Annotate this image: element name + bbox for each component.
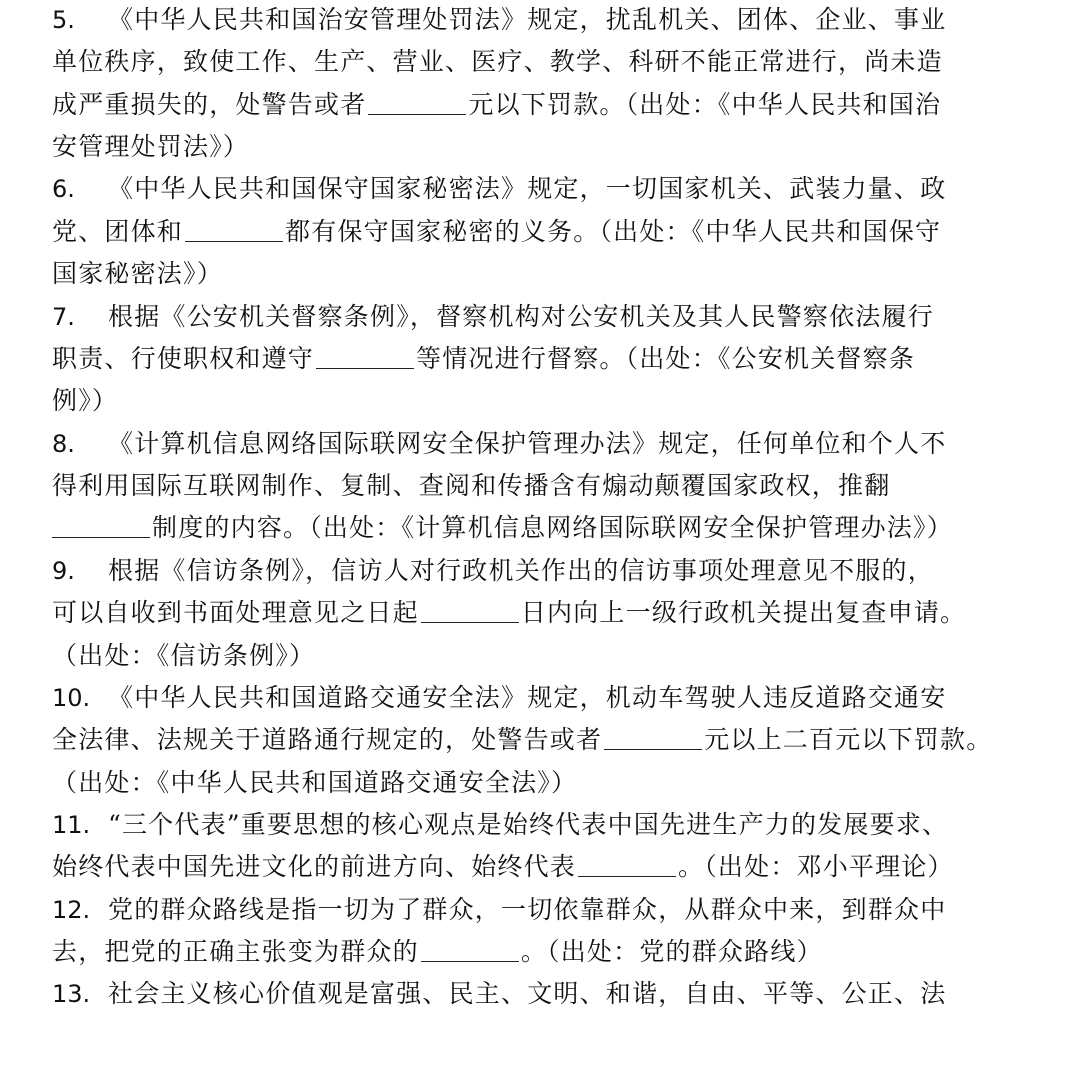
q10-text-3: （出处：《中华人民共和国道路交通安全法》） [52, 768, 578, 797]
q9-line-2 [52, 593, 1072, 633]
q6-text-2a: 党、团体和 [52, 217, 184, 246]
q12-text-1: 党的群众路线是指一切为了群众，一切依靠群众，从群众中来，到群众中 [108, 895, 947, 924]
q6-text-3: 国家秘密法》） [52, 259, 223, 288]
q6-text-2b: 都有保守国家秘密的义务。（出处：《中华人民共和国保守 [285, 217, 942, 246]
q9-text-3: （出处：《信访条例》） [52, 641, 316, 670]
q6-number: 6. [52, 175, 75, 203]
q12-number: 12. [52, 896, 91, 924]
q9-line-3 [52, 636, 1072, 676]
q8-line-2 [52, 466, 1072, 506]
q6-answer-blank[interactable] [185, 217, 283, 242]
q9-line-1 [52, 551, 1072, 591]
q12-text-2b: 。（出处：党的群众路线） [520, 937, 823, 966]
q7-text-2b: 等情况进行督察。（出处：《公安机关督察条 [416, 344, 916, 373]
q10-line-2 [52, 720, 1072, 760]
q7-line-1 [52, 297, 1072, 337]
q10-number: 10. [52, 684, 91, 712]
q13-number: 13. [52, 980, 91, 1008]
q5-line-3 [52, 85, 1072, 125]
q10-text-2a: 全法律、法规关于道路通行规定的，处警告或者 [52, 725, 603, 754]
q13-line-1 [52, 974, 1072, 1014]
q12-answer-blank[interactable] [421, 937, 519, 962]
q6-line-3 [52, 254, 1072, 294]
q11-number: 11. [52, 811, 91, 839]
q9-text-1: 根据《信访条例》，信访人对行政机关作出的信访事项处理意见不服的， [108, 556, 934, 585]
q5-line-1 [52, 0, 1072, 40]
q8-text-2: 得利用国际互联网制作、复制、查阅和传播含有煽动颠覆国家政权，推翻 [52, 471, 891, 500]
q5-text-2: 单位秩序，致使工作、生产、营业、医疗、教学、科研不能正常进行，尚未造 [52, 47, 943, 76]
q12-line-2 [52, 932, 1072, 972]
q11-answer-blank[interactable] [578, 852, 676, 877]
q5-text-1: 《中华人民共和国治安管理处罚法》规定，扰乱机关、团体、企业、事业 [108, 5, 947, 34]
q11-line-1 [52, 805, 1072, 845]
q11-line-2 [52, 847, 1072, 887]
q5-text-3a: 成严重损失的，处警告或者 [52, 90, 367, 119]
q8-line-3 [52, 508, 1072, 548]
q12-text-2a: 去，把党的正确主张变为群众的 [52, 937, 419, 966]
q9-answer-blank[interactable] [421, 598, 519, 623]
q5-answer-blank[interactable] [368, 90, 466, 115]
q8-answer-blank[interactable] [52, 513, 150, 538]
q10-text-2b: 元以上二百元以下罚款。 [704, 725, 993, 754]
q7-text-1: 根据《公安机关督察条例》，督察机构对公安机关及其人民警察依法履行 [108, 302, 934, 331]
q5-line-4 [52, 127, 1072, 167]
q11-text-2b: 。（出处：邓小平理论） [678, 852, 954, 881]
q7-line-3 [52, 381, 1072, 421]
q7-line-2 [52, 339, 1072, 379]
q8-text-1: 《计算机信息网络国际联网安全保护管理办法》规定，任何单位和个人不 [108, 429, 947, 458]
q7-text-3: 例》） [52, 386, 119, 415]
q10-line-1 [52, 678, 1072, 718]
q7-answer-blank[interactable] [316, 344, 414, 369]
q8-number: 8. [52, 430, 75, 458]
q8-line-1 [52, 424, 1072, 464]
q5-line-2 [52, 42, 1072, 82]
q6-text-1: 《中华人民共和国保守国家秘密法》规定，一切国家机关、武装力量、政 [108, 174, 947, 203]
q10-text-1: 《中华人民共和国道路交通安全法》规定，机动车驾驶人违反道路交通安 [108, 683, 947, 712]
q7-number: 7. [52, 303, 75, 331]
q10-line-3 [52, 763, 1072, 803]
q10-answer-blank[interactable] [604, 725, 702, 750]
q6-line-1 [52, 169, 1072, 209]
q9-text-2a: 可以自收到书面处理意见之日起 [52, 598, 419, 627]
q11-text-2a: 始终代表中国先进文化的前进方向、始终代表 [52, 852, 577, 881]
q5-text-4: 安管理处罚法》） [52, 132, 250, 161]
q5-number: 5. [52, 6, 75, 34]
q8-text-3b: 制度的内容。（出处：《计算机信息网络国际联网安全保护管理办法》） [152, 513, 953, 542]
q9-text-2b: 日内向上一级行政机关提出复查申请。 [520, 598, 967, 627]
q5-text-3b: 元以下罚款。（出处：《中华人民共和国治 [468, 90, 942, 119]
q6-line-2 [52, 212, 1072, 252]
q11-text-1: “三个代表”重要思想的核心观点是始终代表中国先进生产力的发展要求、 [108, 810, 949, 839]
q13-text-1: 社会主义核心价值观是富强、民主、文明、和谐，自由、平等、公正、法 [108, 979, 947, 1008]
q12-line-1 [52, 890, 1072, 930]
q9-number: 9. [52, 557, 75, 585]
q7-text-2a: 职责、行使职权和遵守 [52, 344, 315, 373]
